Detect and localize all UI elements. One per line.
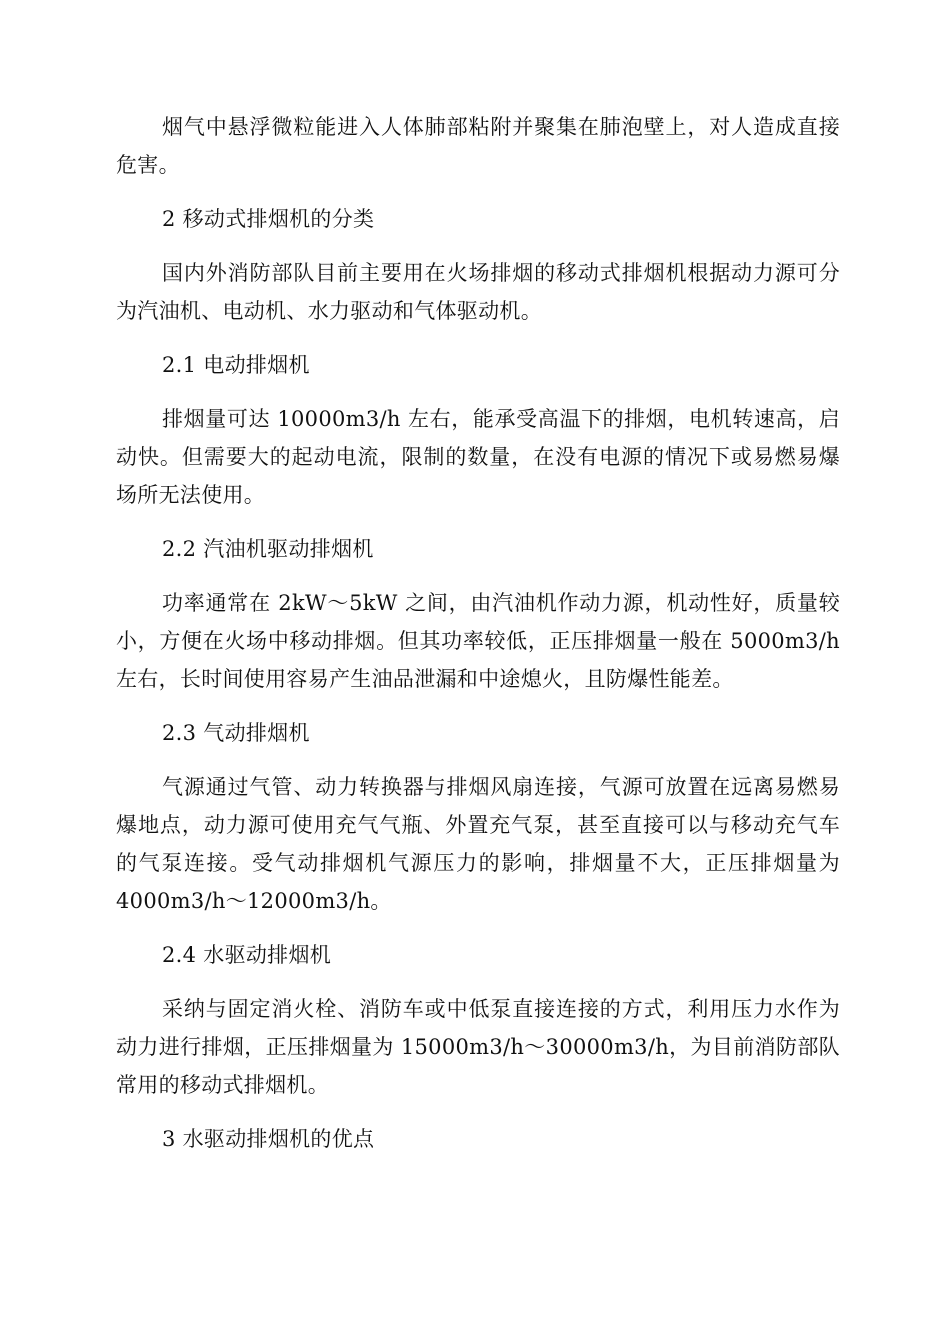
document-body bbox=[116, 108, 840, 1174]
section-heading-gasoline: 2.2 汽油机驱动排烟机 bbox=[162, 537, 374, 561]
section-heading-advantages: 3 水驱动排烟机的优点 bbox=[162, 1127, 375, 1151]
section-heading-pneumatic: 2.3 气动排烟机 bbox=[162, 721, 310, 745]
paragraph-classification: 国内外消防部队目前主要用在火场排烟的移动式排烟机根据动力源可分为汽油机、电动机、水力驱动和气体驱动机。 bbox=[116, 261, 840, 323]
paragraph-water-driven: 采纳与固定消火栓、消防车或中低泵直接连接的方式，利用压力水作为动力进行排烟，正压排烟量为 15000m3/h～30000m3/h，为目前消防部队常用的移动式排烟机。 bbox=[116, 997, 840, 1097]
section-heading-electric: 2.1 电动排烟机 bbox=[162, 353, 310, 377]
paragraph-pneumatic: 气源通过气管、动力转换器与排烟风扇连接，气源可放置在远离易燃易爆地点，动力源可使用充气气瓶、外置充气泵，甚至直接可以与移动充气车的气泵连接。受气动排烟机气源压力的影响，排烟量不大，正压排烟量为 4000m3/h～12000m3/h。 bbox=[116, 775, 840, 913]
section-heading-classification: 2 移动式排烟机的分类 bbox=[162, 207, 375, 231]
paragraph-smoke-particles: 烟气中悬浮微粒能进入人体肺部粘附并聚集在肺泡壁上，对人造成直接危害。 bbox=[116, 115, 840, 177]
section-heading-water-driven: 2.4 水驱动排烟机 bbox=[162, 943, 332, 967]
paragraph-gasoline: 功率通常在 2kW～5kW 之间，由汽油机作动力源，机动性好，质量较小，方便在火场中移动排烟。但其功率较低，正压排烟量一般在 5000m3/h 左右，长时间使用容易产生油品泄漏和中途熄火，且防爆性能差。 bbox=[116, 591, 840, 691]
paragraph-electric: 排烟量可达 10000m3/h 左右，能承受高温下的排烟，电机转速高，启动快。但需要大的起动电流，限制的数量，在没有电源的情况下或易燃易爆场所无法使用。 bbox=[116, 407, 840, 507]
